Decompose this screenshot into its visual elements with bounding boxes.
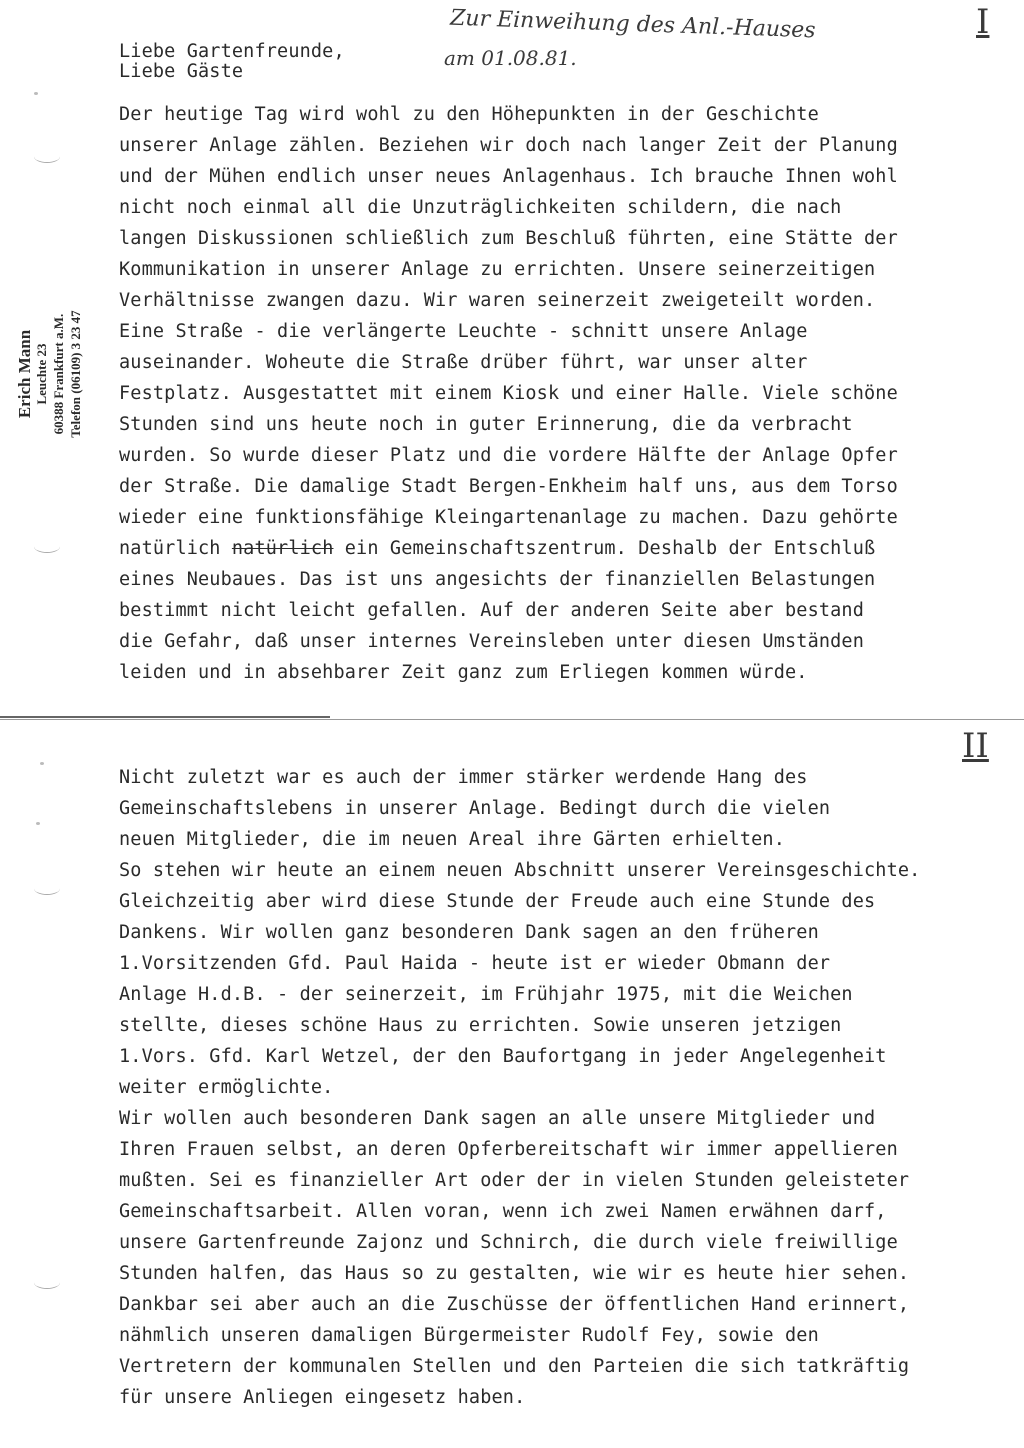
- text-line: unsere Gartenfreunde Zajonz und Schnirch, die durch viele freiwillige: [119, 1232, 898, 1253]
- text-line: Gemeinschaftsarbeit. Allen voran, wenn ich zwei Namen erwähnen darf,: [119, 1201, 887, 1222]
- text-line: wieder eine funktionsfähige Kleingartenanlage zu machen. Dazu gehörte: [119, 507, 898, 528]
- text-segment: natürlich: [119, 538, 232, 559]
- page-marker-roman-two: II: [962, 726, 989, 766]
- text-line: Dankens. Wir wollen ganz besonderen Dank sagen an den früheren: [119, 922, 819, 943]
- text-line: langen Diskussionen schließlich zum Beschluß führten, eine Stätte der: [119, 228, 898, 249]
- text-line: für unsere Anliegen eingesetz haben.: [119, 1387, 526, 1408]
- text-line: bestimmt nicht leicht gefallen. Auf der anderen Seite aber bestand: [119, 600, 865, 621]
- text-line: eines Neubaues. Das ist uns angesichts der finanziellen Belastungen: [119, 569, 876, 590]
- text-line: Gemeinschaftslebens in unserer Anlage. Bedingt durch die vielen: [119, 798, 831, 819]
- text-line: mußten. Sei es finanzieller Art oder der in vielen Stunden geleisteter: [119, 1170, 910, 1191]
- text-line: Kommunikation in unserer Anlage zu errichten. Unsere seinerzeitigen: [119, 259, 876, 280]
- text-line: Stunden sind uns heute noch in guter Erinnerung, die da verbracht: [119, 414, 853, 435]
- page-marker-roman-one: I: [976, 2, 990, 42]
- stamp-phone: Telefon (06109) 3 23 47: [68, 310, 83, 438]
- text-line: die Gefahr, daß unser internes Vereinsleben unter diesen Umständen: [119, 631, 865, 652]
- handwritten-note-line2: am 01.08.81.: [444, 46, 577, 70]
- page-edge-shadow: [0, 716, 330, 718]
- text-line: Verhältnisse zwangen dazu. Wir waren seinerzeit zweigeteilt worden.: [119, 290, 876, 311]
- punch-mark-3: [34, 882, 60, 895]
- text-line: Vertretern der kommunalen Stellen und den Parteien die sich tatkräftig: [119, 1356, 910, 1377]
- text-line-with-strikethrough: [119, 537, 875, 561]
- text-line: auseinander. Woheute die Straße drüber führt, war unser alter: [119, 352, 808, 373]
- text-line: 1.Vors. Gfd. Karl Wetzel, der den Baufortgang in jeder Angelegenheit: [119, 1046, 887, 1067]
- speck-1: [34, 92, 38, 95]
- struck-word: natürlich: [231, 538, 334, 559]
- handwritten-note-line1: Zur Einweihung des Anl.-Hauses: [449, 5, 817, 44]
- text-line: leiden und in absehbarer Zeit ganz zum Erliegen kommen würde.: [119, 662, 808, 683]
- text-line: Dankbar sei aber auch an die Zuschüsse der öffentlichen Hand erinnert,: [119, 1294, 910, 1315]
- speck-2: [40, 762, 44, 765]
- text-line: Anlage H.d.B. - der seinerzeit, im Frühjahr 1975, mit die Weichen: [119, 984, 853, 1005]
- text-line: Der heutige Tag wird wohl zu den Höhepunkten in der Geschichte: [119, 104, 819, 125]
- punch-mark-1: [34, 150, 60, 163]
- text-line: Wir wollen auch besonderen Dank sagen an alle unsere Mitglieder und: [119, 1108, 876, 1129]
- text-line: weiter ermöglichte.: [119, 1077, 334, 1098]
- speck-3: [36, 822, 40, 825]
- text-line: Stunden halfen, das Haus so zu gestalten, wie wir es heute hier sehen.: [119, 1263, 910, 1284]
- stamp-city: 60388 Frankfurt a.M.: [51, 313, 66, 435]
- page-divider: [0, 719, 1024, 720]
- text-line: Eine Straße - die verlängerte Leuchte - schnitt unsere Anlage: [119, 321, 808, 342]
- greeting-line: Liebe Gartenfreunde,: [119, 41, 345, 62]
- text-line: neuen Mitglieder, die im neuen Areal ihre Gärten erhielten.: [119, 829, 785, 850]
- text-line: und der Mühen endlich unser neues Anlagenhaus. Ich brauche Ihnen wohl: [119, 166, 898, 187]
- text-line: So stehen wir heute an einem neuen Abschnitt unserer Vereinsgeschichte.: [119, 860, 921, 881]
- text-line: Ihren Frauen selbst, an deren Opferbereitschaft wir immer appellieren: [119, 1139, 898, 1160]
- text-line: der Straße. Die damalige Stadt Bergen-Enkheim half uns, aus dem Torso: [119, 476, 898, 497]
- text-line: stellte, dieses schöne Haus zu errichten. Sowie unseren jetzigen: [119, 1015, 842, 1036]
- punch-mark-2: [34, 540, 60, 553]
- text-line: nicht noch einmal all die Unzuträglichkeiten schildern, die nach: [119, 197, 842, 218]
- text-segment: ein Gemeinschaftszentrum. Deshalb der Entschluß: [333, 538, 876, 559]
- punch-mark-4: [34, 1276, 60, 1289]
- text-line: Gleichzeitig aber wird diese Stunde der Freude auch eine Stunde des: [119, 891, 876, 912]
- text-line: unserer Anlage zählen. Beziehen wir doch nach langer Zeit der Planung: [119, 135, 898, 156]
- greeting-line: Liebe Gäste: [119, 61, 244, 82]
- text-line: nähmlich unseren damaligen Bürgermeister Rudolf Fey, sowie den: [119, 1325, 819, 1346]
- text-line: Nicht zuletzt war es auch der immer stärker werdende Hang des: [119, 767, 808, 788]
- text-line: Festplatz. Ausgestattet mit einem Kiosk und einer Halle. Viele schöne: [119, 383, 898, 404]
- text-line: wurden. So wurde dieser Platz und die vordere Hälfte der Anlage Opfer: [119, 445, 898, 466]
- address-stamp: [16, 284, 84, 464]
- text-line: 1.Vorsitzenden Gfd. Paul Haida - heute ist er wieder Obmann der: [119, 953, 831, 974]
- stamp-street: Leuchte 23: [34, 343, 49, 405]
- stamp-name: Erich Mann: [15, 329, 34, 419]
